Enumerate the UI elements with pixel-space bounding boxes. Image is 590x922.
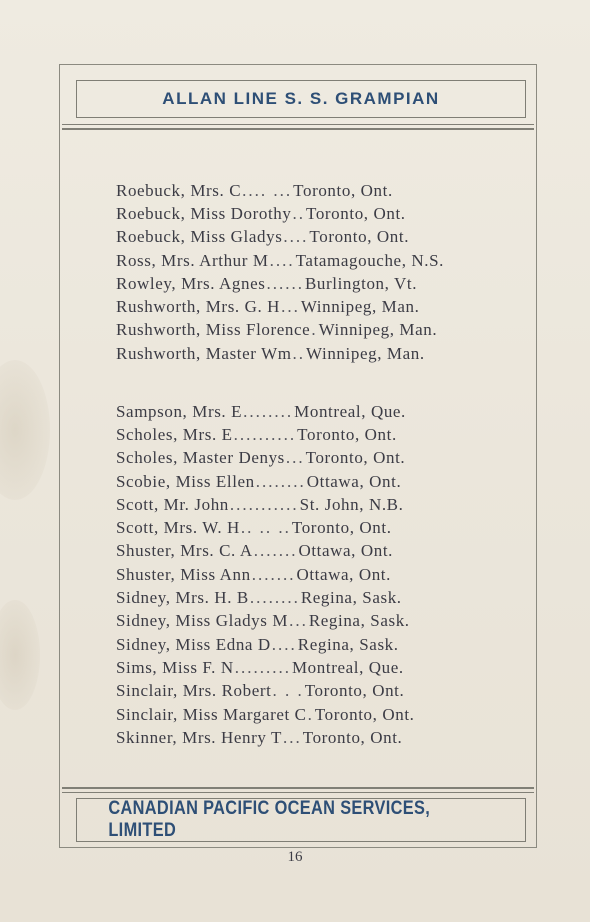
leader-dots: . (307, 704, 314, 724)
passenger-list-s (116, 400, 536, 749)
passenger-destination: St. John, N.B. (299, 494, 404, 514)
passenger-entry (116, 423, 536, 446)
footer-rule (62, 792, 534, 793)
leader-dots: .... ... (242, 180, 293, 200)
passenger-entry (116, 656, 536, 679)
passenger-name: Sidney, Miss Gladys M (116, 611, 289, 631)
leader-dots: ........ (249, 588, 300, 608)
passenger-name: Sidney, Mrs. H. B (116, 588, 249, 608)
passenger-destination: Burlington, Vt. (304, 273, 418, 293)
header-rule (62, 128, 534, 130)
passenger-name: Rushworth, Miss Florence (116, 320, 311, 340)
page-number: 16 (287, 849, 303, 865)
passenger-name: Scobie, Miss Ellen (116, 471, 255, 491)
leader-dots: .......... (233, 424, 297, 444)
passenger-entry (116, 633, 536, 656)
passenger-entry (116, 179, 536, 202)
passenger-name: Rowley, Mrs. Agnes (116, 273, 266, 293)
passenger-entry (116, 447, 536, 470)
leader-dots: . (311, 320, 318, 340)
passenger-name: Roebuck, Mrs. C (116, 180, 242, 200)
passenger-destination: Ottawa, Ont. (296, 564, 391, 584)
passenger-name: Sinclair, Mrs. Robert (116, 681, 272, 701)
passenger-entry (116, 470, 536, 493)
passenger-name: Rushworth, Master Wm (116, 343, 292, 363)
passenger-entry (116, 540, 536, 563)
passenger-entry (116, 563, 536, 586)
passenger-name: Sampson, Mrs. E (116, 401, 243, 421)
passenger-destination: Toronto, Ont. (309, 227, 410, 247)
passenger-destination: Toronto, Ont. (314, 704, 415, 724)
leader-dots: ... (289, 611, 308, 631)
passenger-destination: Toronto, Ont. (291, 518, 392, 538)
header-rule (62, 124, 534, 125)
passenger-name: Sims, Miss F. N (116, 657, 234, 677)
leader-dots: .. .. .. (240, 518, 291, 538)
leader-dots: .. (292, 203, 306, 223)
passenger-destination: Toronto, Ont. (293, 180, 393, 200)
passenger-name: Shuster, Miss Ann (116, 564, 251, 584)
leader-dots: ........ (255, 471, 306, 491)
passenger-entry (116, 295, 536, 318)
leader-dots: .... (283, 227, 309, 247)
leader-dots: ....... (253, 541, 298, 561)
leader-dots: . . . (272, 681, 304, 701)
header-title: ALLAN LINE S. S. GRAMPIAN (162, 89, 440, 108)
passenger-entry (116, 586, 536, 609)
passenger-destination: Regina, Sask. (300, 588, 402, 608)
passenger-destination: Toronto, Ont. (302, 727, 403, 747)
passenger-destination: Montreal, Que. (294, 401, 406, 421)
passenger-entry (116, 319, 536, 342)
passenger-destination: Montreal, Que. (291, 657, 404, 677)
passenger-name: Scholes, Master Denys (116, 448, 285, 468)
passenger-entry (116, 703, 536, 726)
passenger-destination: Toronto, Ont. (297, 424, 397, 444)
footer-rule (62, 787, 534, 789)
passenger-list-r (116, 179, 536, 365)
passenger-entry (116, 202, 536, 225)
passenger-entry (116, 226, 536, 249)
passenger-name: Scholes, Mrs. E (116, 424, 233, 444)
passenger-name: Scott, Mr. John (116, 494, 229, 514)
passenger-destination: Toronto, Ont. (306, 203, 406, 223)
leader-dots: .... (269, 250, 295, 270)
passenger-destination: Regina, Sask. (297, 634, 399, 654)
passenger-destination: Winnipeg, Man. (306, 343, 425, 363)
footer-box (76, 798, 526, 842)
passenger-name: Rushworth, Mrs. G. H (116, 297, 281, 317)
passenger-entry (116, 726, 536, 749)
passenger-name: Roebuck, Miss Dorothy (116, 203, 292, 223)
footer-title: CANADIAN PACIFIC OCEAN SERVICES, LIMITED (108, 798, 431, 841)
leader-dots: ........... (229, 494, 299, 514)
leader-dots: ....... (251, 564, 296, 584)
passenger-name: Shuster, Mrs. C. A (116, 541, 253, 561)
passenger-entry (116, 400, 536, 423)
leader-dots: ........ (243, 401, 294, 421)
passenger-name: Skinner, Mrs. Henry T (116, 727, 283, 747)
leader-dots: ... (283, 727, 302, 747)
passenger-name: Roebuck, Miss Gladys (116, 227, 283, 247)
paper-stain (0, 360, 50, 500)
passenger-destination: Tatamagouche, N.S. (295, 250, 445, 270)
leader-dots: ... (281, 297, 300, 317)
passenger-destination: Ottawa, Ont. (298, 541, 393, 561)
passenger-destination: Winnipeg, Man. (300, 297, 420, 317)
passenger-destination: Toronto, Ont. (305, 448, 406, 468)
leader-dots: ...... (266, 273, 304, 293)
passenger-name: Scott, Mrs. W. H (116, 518, 240, 538)
passenger-entry (116, 680, 536, 703)
header-box (76, 80, 526, 118)
paper-stain (0, 600, 40, 710)
passenger-entry (116, 610, 536, 633)
passenger-entry (116, 516, 536, 539)
passenger-entry (116, 272, 536, 295)
passenger-destination: Ottawa, Ont. (306, 471, 402, 491)
passenger-name: Ross, Mrs. Arthur M (116, 250, 269, 270)
passenger-name: Sidney, Miss Edna D (116, 634, 271, 654)
leader-dots: ......... (234, 657, 291, 677)
leader-dots: .. (292, 343, 306, 363)
passenger-destination: Toronto, Ont. (304, 681, 405, 701)
passenger-destination: Winnipeg, Man. (318, 320, 438, 340)
passenger-entry (116, 342, 536, 365)
passenger-entry (116, 493, 536, 516)
passenger-destination: Regina, Sask. (308, 611, 410, 631)
leader-dots: ... (285, 448, 305, 468)
passenger-entry (116, 249, 536, 272)
passenger-name: Sinclair, Miss Margaret C (116, 704, 307, 724)
leader-dots: .... (271, 634, 297, 654)
